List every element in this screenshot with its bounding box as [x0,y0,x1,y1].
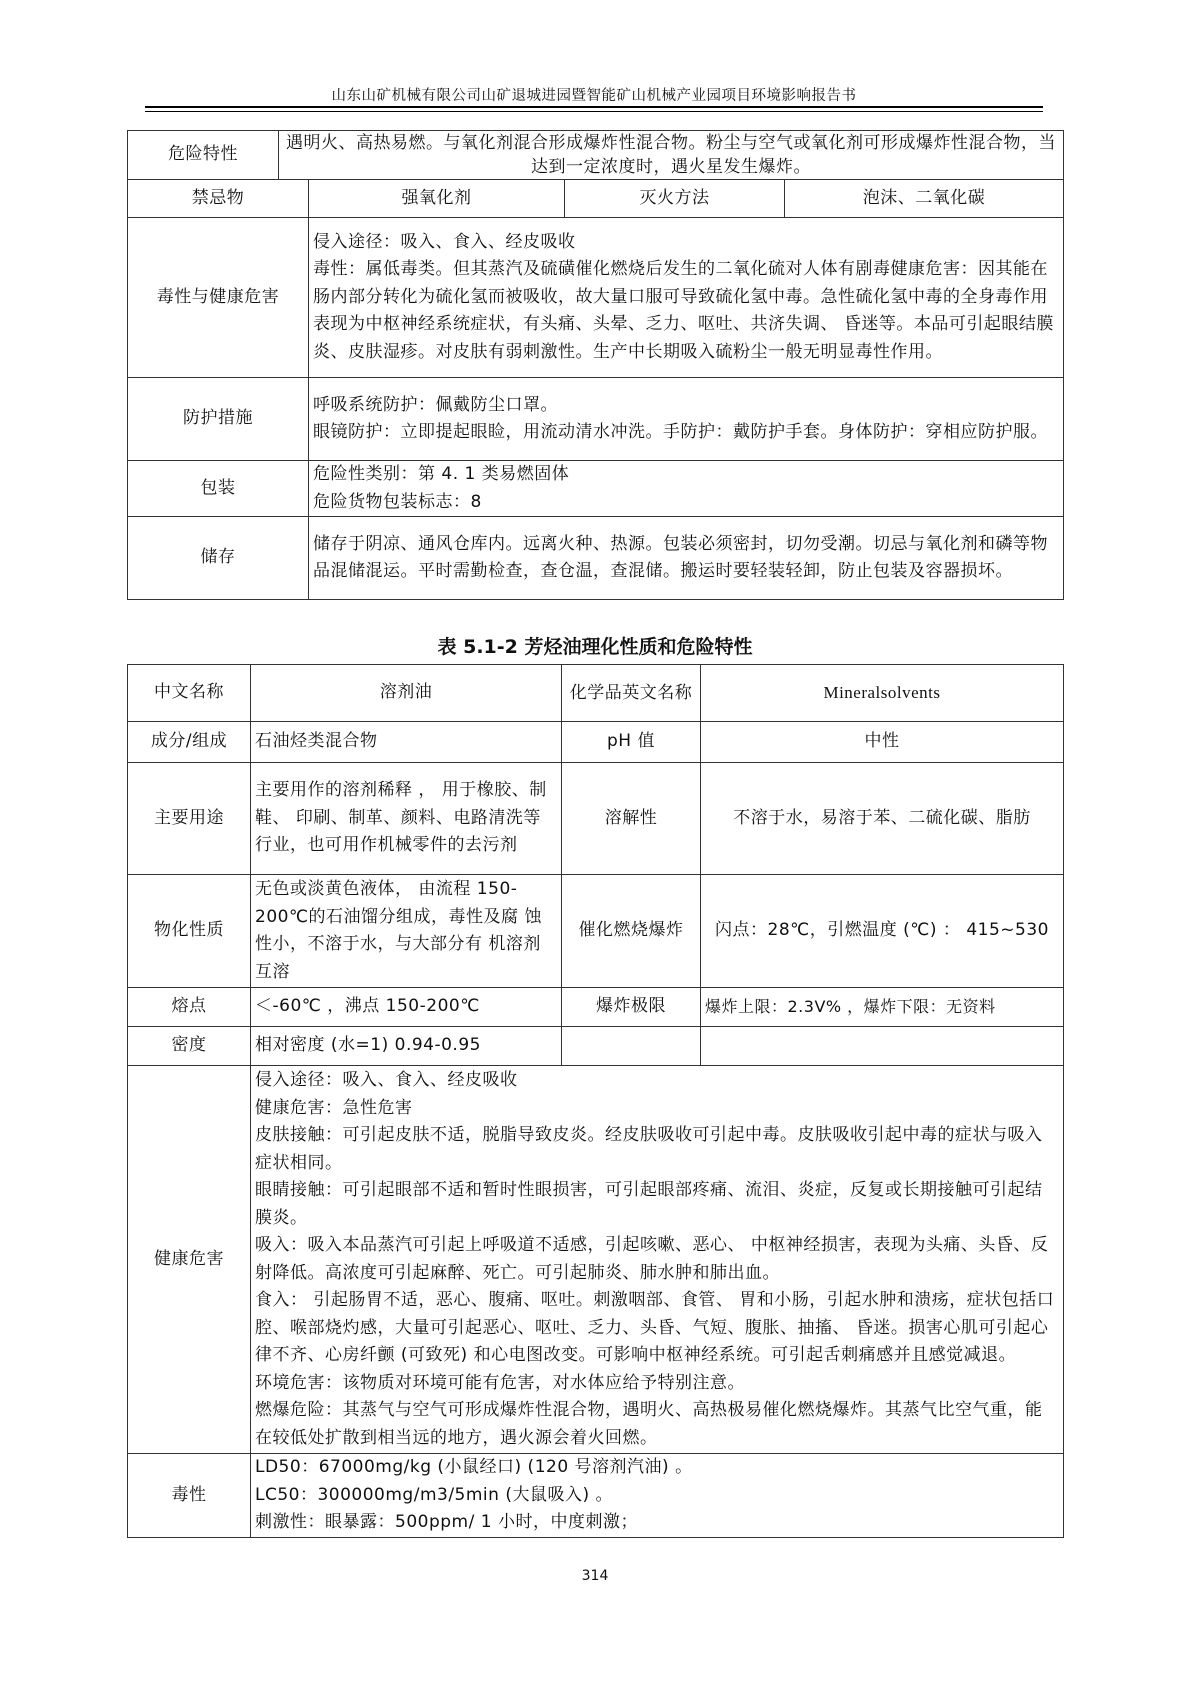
cell-label: 毒性 [128,1454,251,1538]
table-caption: 表 5.1-2 芳烃油理化性质和危险特性 [437,636,753,658]
cell-label: 健康危害 [128,1066,251,1454]
header-rule-thin [145,111,1043,112]
text-line: 眼镜防护：立即提起眼睑，用流动清水冲洗。手防护：戴防护手套。身体防护：穿相应防护服。 [313,422,1048,442]
cell-value: 溶剂油 [251,665,562,722]
table-row [128,722,1064,763]
health-hazard-text [251,1066,1064,1454]
cell-value: 石油烃类混合物 [251,722,562,763]
text-line: LD50：67000mg/kg (小鼠经口) (120 号溶剂汽油) 。 [255,1457,693,1477]
cell-value: 不溶于水，易溶于苯、二硫化碳、脂肪 [701,763,1064,875]
text-line: 食入： 引起肠胃不适，恶心、腹痛、呕吐。刺激咽部、食管、 胃和小肠，引起水肿和溃疡，症状包括口腔、喉部烧灼感，大量可引起恶心、呕吐、乏力、头昏、气短、腹胀、抽搐、 昏迷。损害心肌可引起心律不齐、心房纤颤 (可致死) 和心电图改变。可影响中枢神经系统。可引起舌刺痛感并且感觉减退。 [255,1290,1055,1365]
table-row [128,763,1064,875]
cell-label: 密度 [128,1027,251,1066]
cell-label: 中文名称 [128,665,251,722]
table-row [128,180,1064,218]
table-row [128,1027,1064,1066]
row-label: 包装 [128,461,309,517]
cell-label: 爆炸极限 [562,988,701,1027]
cell-value: 主要用作的溶剂稀释 ， 用于橡胶、制鞋、 印刷、制革、颜料、电路清洗等行业，也可用作机械零件的去污剂 [251,763,562,875]
text-line: LC50：300000mg/m3/5min (大鼠吸入) 。 [255,1484,613,1505]
cell-label: 催化燃烧爆炸 [562,875,701,988]
text-line: 燃爆危险：其蒸气与空气可形成爆炸性混合物，遇明火、高热极易催化燃烧爆炸。其蒸气比空气重，能在较低处扩散到相当远的地方，遇火源会着火回燃。 [255,1400,1043,1448]
table-row [128,131,1064,180]
cell-empty [562,1027,701,1066]
row-label: 灭火方法 [565,180,785,218]
row-label: 毒性与健康危害 [128,218,309,378]
page-header: 山东山矿机械有限公司山矿退城进园暨智能矿山机械产业园项目环境影响报告书 [331,88,857,104]
cell-value: Mineralsolvents [701,665,1064,722]
sulfur-properties-table [127,130,1064,600]
table-row [128,1066,1064,1454]
text-line: 毒性：属低毒类。但其蒸汽及硫磺催化燃烧后发生的二氧化硫对人体有剧毒健康危害：因其能在肠内部分转化为硫化氢而被吸收，故大量口服可导致硫化氢中毒。急性硫化氢中毒的全身毒作用表现为中枢神经系统症状，有头痛、头晕、乏力、呕吐、共济失调、 昏迷等。本品可引起眼结膜炎、皮肤湿疹。对皮肤有弱刺激性。生产中长期吸入硫粉尘一般无明显毒性作用。 [313,259,1054,362]
table-row [128,517,1064,600]
text-line: 侵入途径：吸入、食入、经皮吸收 [313,231,576,252]
text-line: 皮肤接触：可引起皮肤不适，脱脂导致皮炎。经皮肤吸收可引起中毒。皮肤吸收引起中毒的症状与吸入症状相同。 [255,1125,1043,1173]
table-row [128,378,1064,461]
cell-label: 溶解性 [562,763,701,875]
table-row [128,1454,1064,1538]
text-line: 侵入途径：吸入、食入、经皮吸收 [255,1070,518,1090]
row-label: 储存 [128,517,309,600]
cell-label: pH 值 [562,722,701,763]
table-row [128,875,1064,988]
page-number: 314 [581,1568,609,1584]
table-row [128,665,1064,722]
toxicity-text [251,1454,1064,1538]
cell-value: 闪点：28℃，引燃温度 (℃) ： 415~530 [701,875,1064,988]
header-rule-thick [145,106,1043,108]
cell-value: 相对密度 (水=1) 0.94-0.95 [251,1027,562,1066]
row-text [309,378,1064,461]
text-line: 眼睛接触：可引起眼部不适和暂时性眼损害，可引起眼部疼痛、流泪、炎症，反复或长期接触可引起结膜炎。 [255,1180,1043,1228]
table-row [128,218,1064,378]
solvent-oil-table [127,664,1064,1538]
row-value: 强氧化剂 [309,180,565,218]
text-line: 呼吸系统防护：佩戴防尘口罩。 [313,394,558,415]
row-text [309,461,1064,517]
row-label: 危险特性 [128,131,279,180]
cell-empty [701,1027,1064,1066]
table-row [128,461,1064,517]
row-text: 储存于阴凉、通风仓库内。远离火种、热源。包装必须密封，切勿受潮。切忌与氧化剂和磷等物品混储混运。平时需勤检查，查仓温，查混储。搬运时要轻装轻卸，防止包装及容器损坏。 [309,517,1064,600]
cell-value: 无色或淡黄色液体， 由流程 150-200℃的石油馏分组成，毒性及腐 蚀性小，不溶于水，与大部分有 机溶剂互溶 [251,875,562,988]
cell-value: 爆炸上限：2.3V% ，爆炸下限：无资料 [701,988,1064,1027]
row-text: 遇明火、高热易燃。与氧化剂混合形成爆炸性混合物。粉尘与空气或氧化剂可形成爆炸性混合物，当达到一定浓度时，遇火星发生爆炸。 [279,131,1064,180]
cell-label: 物化性质 [128,875,251,988]
text-line: 健康危害：急性危害 [255,1097,413,1118]
text-line: 吸入：吸入本品蒸汽可引起上呼吸道不适感，引起咳嗽、恶心、 中枢神经损害，表现为头痛、头昏、反射降低。高浓度可引起麻醉、死亡。可引起肺炎、肺水肿和肺出血。 [255,1235,1049,1283]
table-row [128,988,1064,1027]
text-line: 环境危害：该物质对环境可能有危害，对水体应给予特别注意。 [255,1372,745,1393]
text-line: 危险货物包装标志：8 [313,491,482,512]
row-label: 防护措施 [128,378,309,461]
cell-label: 成分/组成 [128,722,251,763]
cell-label: 主要用途 [128,763,251,875]
cell-value: 中性 [701,722,1064,763]
row-value: 泡沫、二氧化碳 [785,180,1064,218]
cell-label: 熔点 [128,988,251,1027]
cell-value: ＜-60℃ ，沸点 150-200℃ [251,988,562,1027]
row-text [309,218,1064,378]
text-line: 刺激性：眼暴露：500ppm/ 1 小时，中度刺激； [255,1512,638,1532]
cell-label: 化学品英文名称 [562,665,701,722]
row-label: 禁忌物 [128,180,309,218]
text-line: 危险性类别：第 4. 1 类易燃固体 [313,464,570,484]
